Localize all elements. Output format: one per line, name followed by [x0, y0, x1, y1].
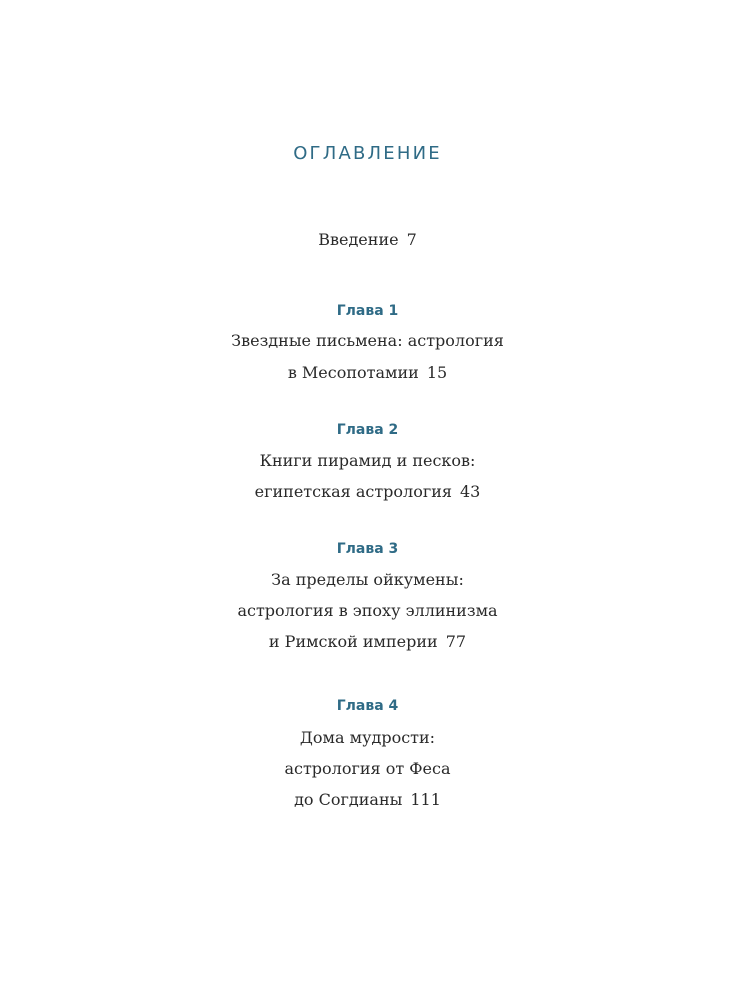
page-number: 43	[459, 482, 481, 501]
chapter-4-title-line-2[interactable]: астрология от Феса	[284, 759, 451, 778]
entry-title: в Месопотамии	[287, 363, 419, 382]
toc-entry-introduction[interactable]	[0, 229, 735, 251]
page-title: ОГЛАВЛЕНИЕ	[293, 143, 442, 164]
chapter-4-title-line-1[interactable]: Дома мудрости:	[299, 728, 436, 747]
chapter-3-label: Глава 3	[336, 541, 399, 557]
chapter-2-title-line-1[interactable]: Книги пирамид и песков:	[259, 451, 476, 470]
chapter-3-title-line-1[interactable]: За пределы ойкумены:	[271, 570, 464, 589]
page-number: 111	[410, 790, 441, 809]
page-number: 15	[426, 363, 448, 382]
chapter-3-title-line-2[interactable]: астрология в эпоху эллинизма	[237, 601, 498, 620]
chapter-1-title-line-1[interactable]: Звездные письмена: астрология	[231, 331, 504, 350]
chapter-4-title-line-3[interactable]	[0, 789, 735, 811]
chapter-2-label: Глава 2	[336, 422, 399, 438]
entry-title: и Римской империи	[268, 632, 438, 651]
chapter-4-label: Глава 4	[336, 698, 399, 714]
chapter-1-label: Глава 1	[336, 303, 399, 319]
entry-title: до Согдианы	[294, 790, 403, 809]
entry-title: египетская астрология	[254, 482, 452, 501]
chapter-3-title-line-3[interactable]	[0, 631, 735, 653]
page-number: 77	[445, 632, 467, 651]
entry-title: Введение	[318, 230, 399, 249]
chapter-2-title-line-2[interactable]	[0, 481, 735, 503]
page-number: 7	[406, 230, 417, 249]
chapter-1-title-line-2[interactable]	[0, 362, 735, 384]
